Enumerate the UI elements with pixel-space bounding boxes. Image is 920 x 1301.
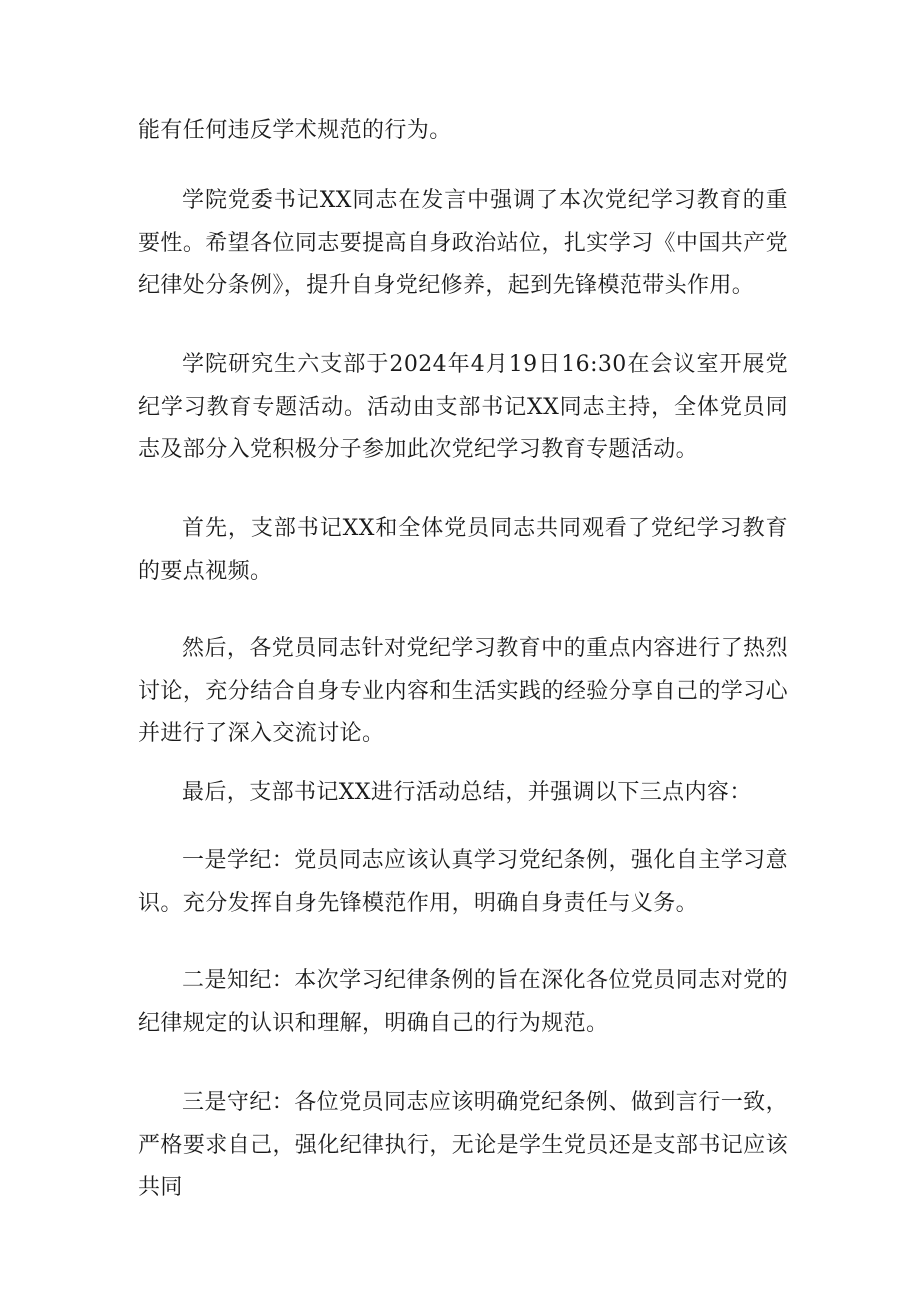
paragraph-continuation: 能有任何违反学术规范的行为。 bbox=[138, 118, 452, 143]
paragraph-first-step: 首先，支部书记XX和全体党员同志共同观看了党纪学习教育的要点视频。 bbox=[138, 516, 788, 584]
paragraph-finally-summary: 最后，支部书记XX进行活动总结，并强调以下三点内容： bbox=[182, 780, 752, 805]
paragraph-point-one: 一是学纪：党员同志应该认真学习党纪条例，强化自主学习意识。充分发挥自身先锋模范作用，明确自身责任与义务。 bbox=[138, 848, 788, 916]
paragraph-point-two: 二是知纪：本次学习纪律条例的旨在深化各位党员同志对党的纪律规定的认识和理解，明确自己的行为规范。 bbox=[138, 968, 788, 1036]
paragraph-point-three: 三是守纪：各位党员同志应该明确党纪条例、做到言行一致，严格要求自己，强化纪律执行，无论是学生党员还是支部书记应该共同 bbox=[138, 1090, 788, 1200]
paragraph-then-discussion: 然后，各党员同志针对党纪学习教育中的重点内容进行了热烈讨论，充分结合自身专业内容和生活实践的经验分享自己的学习心并进行了深入交流讨论。 bbox=[138, 636, 788, 746]
paragraph-party-secretary-speech: 学院党委书记XX同志在发言中强调了本次党纪学习教育的重要性。希望各位同志要提高自身政治站位，扎实学习《中国共产党纪律处分条例》，提升自身党纪修养，起到先锋模范带头作用。 bbox=[138, 188, 788, 298]
paragraph-activity-intro: 学院研究生六支部于2024年4月19日16:30在会议室开展党纪学习教育专题活动。活动由支部书记XX同志主持，全体党员同志及部分入党积极分子参加此次党纪学习教育专题活动。 bbox=[138, 352, 788, 462]
